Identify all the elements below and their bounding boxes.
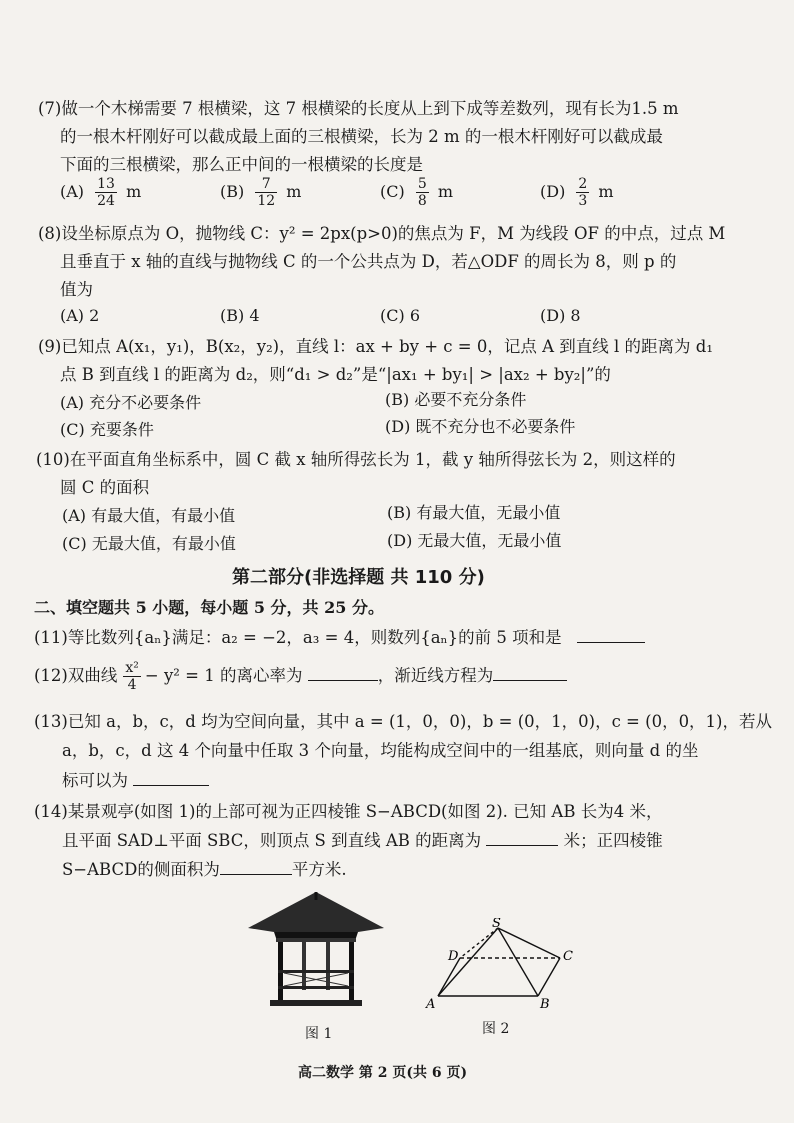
q13-line3: 标可以为 (62, 769, 209, 793)
section2-title: 二、填空题共 5 小题，每小题 5 分，共 25 分。 (34, 598, 384, 617)
q12-eccentricity-blank[interactable] (308, 664, 378, 681)
q8-option-a: (A) 2 (60, 306, 100, 325)
q7-line3: 下面的三根横梁，那么正中间的一根横梁的长度是 (60, 155, 423, 174)
q7-option-d-fraction: $\frac{2}{3}$ (578, 176, 588, 209)
q7-option-d: (D) $\frac{2}{3}$ m (540, 176, 614, 209)
q7-line1: (7)做一个木梯需要 7 根横梁，这 7 根横梁的长度从上到下成等差数列，现有长为1.5 m (38, 99, 679, 118)
edge-SA (438, 928, 498, 996)
part2-title: 第二部分(非选择题 共 110 分) (232, 567, 485, 588)
fig2-caption: 图 2 (482, 1021, 510, 1037)
q9-option-b: (B) 必要不充分条件 (385, 390, 527, 409)
q14-line2: 且平面 SAD⊥平面 SBC，则顶点 S 到直线 AB 的距离为 米；正四棱锥 (62, 831, 663, 850)
q9-line2: 点 B 到直线 l 的距离为 d₂，则“d₁ > d₂”是“|ax₁ + by₁| > |ax₂ + by₂|”的 (60, 365, 611, 384)
q14-line3: S−ABCD的侧面积为 平方米. (62, 860, 347, 879)
q7-option-b-fraction: $\frac{7}{12}$ (257, 176, 276, 209)
q10-option-c: (C) 无最大值，有最小值 (62, 534, 236, 553)
q7-option-c-fraction: $\frac{5}{8}$ (417, 176, 427, 209)
q10-option-a: (A) 有最大值，有最小值 (62, 506, 236, 525)
q13-line1: (13)已知 a，b，c，d 均为空间向量，其中 a = (1，0，0)，b = (0，1，0)，c = (0，0，1)，若从 (34, 712, 772, 731)
q14-distance-blank[interactable] (486, 829, 558, 846)
q7-option-a-fraction: $\frac{13}{24}$ (97, 176, 115, 209)
edge-BC (538, 958, 560, 996)
q8-line3: 值为 (60, 280, 93, 299)
edge-SD (460, 928, 498, 958)
q7-option-a: (A) $\frac{13}{24}$ m (60, 176, 142, 209)
q7-option-b: (B) $\frac{7}{12}$ m (220, 176, 302, 209)
q14-area-blank[interactable] (220, 858, 292, 875)
q8-line1: (8)设坐标原点为 O，抛物线 C：y² = 2px(p>0)的焦点为 F，M 为线段 OF 的中点，过点 M (38, 224, 726, 243)
q14-line1: (14)某景观亭(如图 1)的上部可视为正四棱锥 S−ABCD(如图 2). 已知 AB 长为4 米， (34, 802, 663, 821)
q12-fraction: $\frac{\text{x²}}{4}$ (125, 660, 139, 693)
q11-text: (11)等比数列{aₙ}满足：a₂ = −2，a₃ = 4，则数列{aₙ}的前 5 项和是 (34, 626, 645, 650)
q9-option-c: (C) 充要条件 (60, 420, 154, 439)
page-footer: 高二数学 第 2 页(共 6 页) (298, 1065, 468, 1081)
q11-answer-blank[interactable] (577, 626, 645, 643)
pavilion-figure (244, 890, 388, 1010)
pavilion-base (270, 1000, 362, 1006)
fig1-caption: 图 1 (305, 1026, 333, 1042)
q9-line1: (9)已知点 A(x₁，y₁)，B(x₂，y₂)，直线 l：ax + by + c = 0，记点 A 到直线 l 的距离为 d₁ (38, 337, 713, 356)
q9-option-d: (D) 既不充分也不必要条件 (385, 417, 576, 436)
q10-option-d: (D) 无最大值，无最小值 (387, 531, 562, 550)
q7-option-c: (C) $\frac{5}{8}$ m (380, 176, 454, 209)
q13-line2: a，b，c，d 这 4 个向量中任取 3 个向量，均能构成空间中的一组基底，则向量 d 的坐 (62, 741, 699, 760)
q8-option-b: (B) 4 (220, 306, 260, 325)
q10-option-b: (B) 有最大值，无最小值 (387, 503, 561, 522)
label-S: S (492, 918, 501, 931)
q13-answer-blank[interactable] (133, 769, 209, 786)
q8-option-c: (C) 6 (380, 306, 420, 325)
q12-text: (12)双曲线 $\frac{\text{x²}}{4}$ − y² = 1 的离心率为 ，渐近线方程为 (34, 660, 567, 693)
label-A: A (426, 997, 436, 1012)
label-B: B (540, 997, 550, 1012)
label-D: D (448, 949, 459, 964)
q8-option-d: (D) 8 (540, 306, 581, 325)
q9-option-a: (A) 充分不必要条件 (60, 393, 202, 412)
q10-line2: 圆 C 的面积 (60, 478, 150, 497)
q8-line2: 且垂直于 x 轴的直线与抛物线 C 的一个公共点为 D，若△ODF 的周长为 8，则 p 的 (60, 252, 677, 271)
label-C: C (563, 949, 573, 964)
q10-line1: (10)在平面直角坐标系中，圆 C 截 x 轴所得弦长为 1，截 y 轴所得弦长为 2，则这样的 (36, 450, 676, 469)
pyramid-figure (424, 918, 584, 1014)
q7-line2: 的一根木杆刚好可以截成最上面的三根横梁，长为 2 m 的一根木杆刚好可以截成最 (60, 127, 663, 146)
q12-asymptote-blank[interactable] (493, 664, 567, 681)
